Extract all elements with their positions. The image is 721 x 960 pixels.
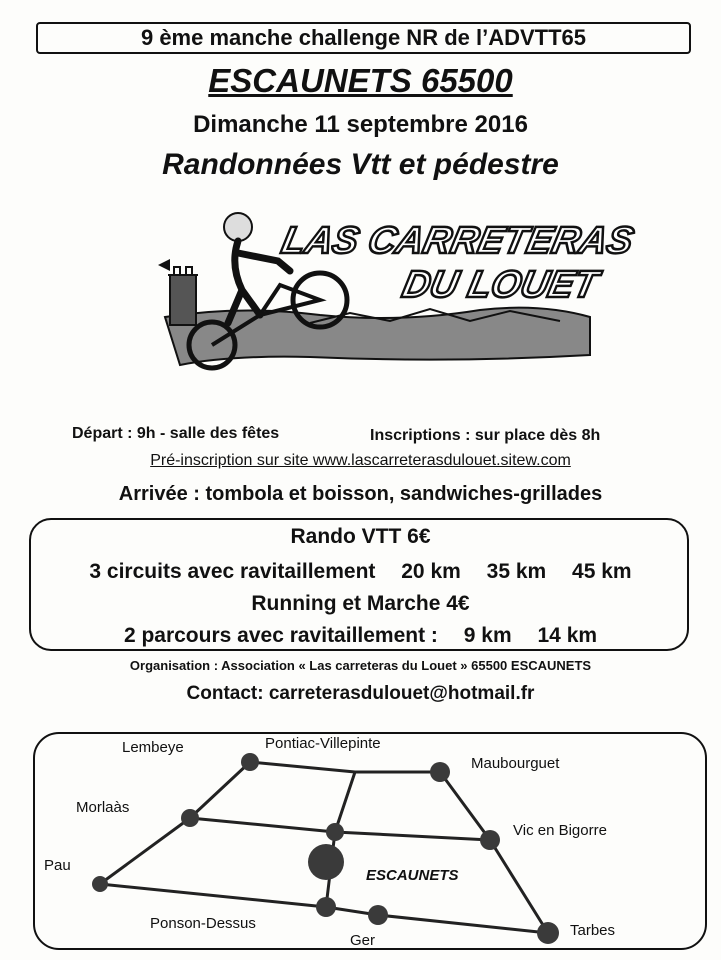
town-pontiac: Pontiac-Villepinte (265, 735, 381, 752)
depart-info: Départ : 9h - salle des fêtes (72, 425, 280, 442)
rando-vtt-price: Rando VTT 6€ (290, 525, 431, 548)
circuits-line (0, 560, 721, 584)
arrivee-info: Arrivée : tombola et boisson, sandwiches-grillades (118, 483, 603, 505)
running-price: Running et Marche 4€ (251, 592, 470, 615)
club-logo (150, 205, 638, 395)
organisation-line: Organisation : Association « Las carreteras du Louet » 65500 ESCAUNETS (129, 658, 592, 673)
logo-castle-icon (170, 275, 196, 325)
parcours-line (0, 624, 721, 648)
logo-rider-head (224, 213, 252, 241)
town-vic: Vic en Bigorre (513, 822, 607, 839)
event-date: Dimanche 11 septembre 2016 (193, 111, 528, 138)
logo-castle-top (168, 267, 198, 275)
map-box (33, 732, 707, 950)
logo-line2: DU LOUET (398, 263, 602, 306)
town-ponson: Ponson-Dessus (150, 915, 256, 932)
event-title-text: ESCAUNETS 65500 (208, 62, 513, 99)
logo-line1: LAS CARRETERAS (277, 219, 638, 262)
circuit-distance: 45 km (572, 560, 632, 583)
circuit-distance: 35 km (486, 560, 547, 583)
circuit-distance: 20 km (401, 560, 461, 583)
event-title (0, 62, 721, 100)
circuits-label: 3 circuits avec ravitaillement (89, 560, 376, 583)
parcours-distance: 14 km (537, 624, 598, 647)
logo-flag-icon (158, 259, 170, 271)
town-morlaas: Morlaàs (76, 799, 130, 816)
town-tarbes: Tarbes (570, 922, 616, 939)
parcours-distance: 9 km (463, 624, 512, 647)
event-subtitle: Randonnées Vtt et pédestre (162, 148, 559, 181)
inscriptions-info: Inscriptions : sur place dès 8h (370, 427, 601, 444)
preinscription-link[interactable]: Pré-inscription sur site www.lascarreterasdulouet.sitew.com (150, 452, 571, 469)
town-ger: Ger (350, 932, 376, 949)
town-lembeye: Lembeye (122, 739, 184, 756)
parcours-label: 2 parcours avec ravitaillement : (123, 624, 438, 647)
town-escaunets: ESCAUNETS (366, 867, 459, 884)
challenge-banner: 9 ème manche challenge NR de l’ADVTT65 (36, 22, 691, 54)
contact-line: Contact: carreterasdulouet@hotmail.fr (186, 683, 535, 704)
town-pau: Pau (44, 857, 71, 874)
town-maubourguet: Maubourguet (471, 755, 560, 772)
